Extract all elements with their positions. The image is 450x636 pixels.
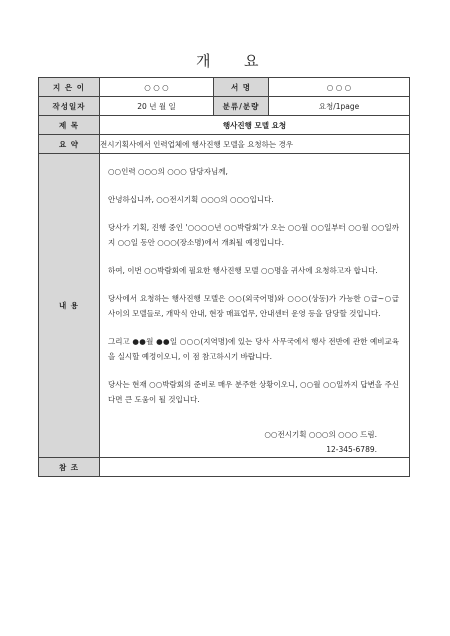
reply-request-paragraph: 당사는 현재 ○○박람회의 준비로 매우 분주한 상황이오니, ○○월 ○○일까지 답변을 주신다면 큰 도움이 될 것입니다. bbox=[108, 380, 399, 404]
summary-label: 요 약 bbox=[39, 135, 100, 154]
content-row bbox=[39, 154, 410, 458]
content-body bbox=[100, 154, 410, 458]
phone-number: 12-345-6789. bbox=[326, 445, 377, 454]
subject-label: 제 목 bbox=[39, 116, 100, 135]
summary-form-table bbox=[38, 77, 410, 477]
date-row bbox=[39, 97, 410, 116]
reference-label: 참 조 bbox=[39, 458, 100, 477]
date-value: 20 년 월 일 bbox=[100, 97, 214, 116]
intro-paragraph: 안녕하십니까, ○○전시기획 ○○○의 ○○○입니다. bbox=[108, 195, 274, 204]
seal-value: ○ ○ ○ bbox=[269, 78, 410, 97]
content-label: 내 용 bbox=[39, 154, 100, 458]
summary-row bbox=[39, 135, 410, 154]
signature-line: ○○전시기획 ○○○의 ○○○ 드림. bbox=[264, 430, 377, 439]
category-label: 분류/분량 bbox=[214, 97, 269, 116]
training-paragraph: 그리고 ●●월 ●●일 ○○○(지역명)에 있는 당사 사무국에서 행사 전반에 관한 예비교육을 실시할 예정이오니, 이 점 참고하시기 바랍니다. bbox=[108, 337, 399, 361]
subject-row bbox=[39, 116, 410, 135]
subject-value: 행사진행 모델 요청 bbox=[100, 116, 410, 135]
model-details-paragraph: 당사에서 요청하는 행사진행 모델은 ○○(외국어명)와 ○○○(상동)가 가능한 ○급~○급 사이의 모델들로, 개막식 안내, 현장 매표업무, 안내센터 운영 등을 담당할 것입니다. bbox=[108, 294, 399, 318]
reference-value bbox=[100, 458, 410, 477]
reference-row bbox=[39, 458, 410, 477]
greeting-paragraph: ○○인력 ○○○의 ○○○ 담당자님께, bbox=[108, 167, 228, 176]
event-paragraph: 당사가 기획, 진행 중인 '○○○○년 ○○박람회'가 오는 ○○월 ○○일부터 ○○월 ○○일까지 ○○일 동안 ○○○(장소명)에서 개최될 예정입니다. bbox=[108, 223, 399, 247]
request-paragraph: 하여, 이번 ○○박람회에 필요한 행사진행 모델 ○○명을 귀사에 요청하고자 합니다. bbox=[108, 266, 378, 275]
author-label: 지 은 이 bbox=[39, 78, 100, 97]
seal-label: 서 명 bbox=[214, 78, 269, 97]
author-row bbox=[39, 78, 410, 97]
signature-block bbox=[108, 427, 399, 457]
date-label: 작성일자 bbox=[39, 97, 100, 116]
title-char-2: 요 bbox=[244, 52, 261, 70]
author-value: ○ ○ ○ bbox=[100, 78, 214, 97]
title-char-1: 개 bbox=[196, 52, 213, 70]
category-value: 요청/1page bbox=[269, 97, 410, 116]
summary-value: 전시기획사에서 인력업체에 행사진행 모델을 요청하는 경우 bbox=[100, 135, 410, 154]
